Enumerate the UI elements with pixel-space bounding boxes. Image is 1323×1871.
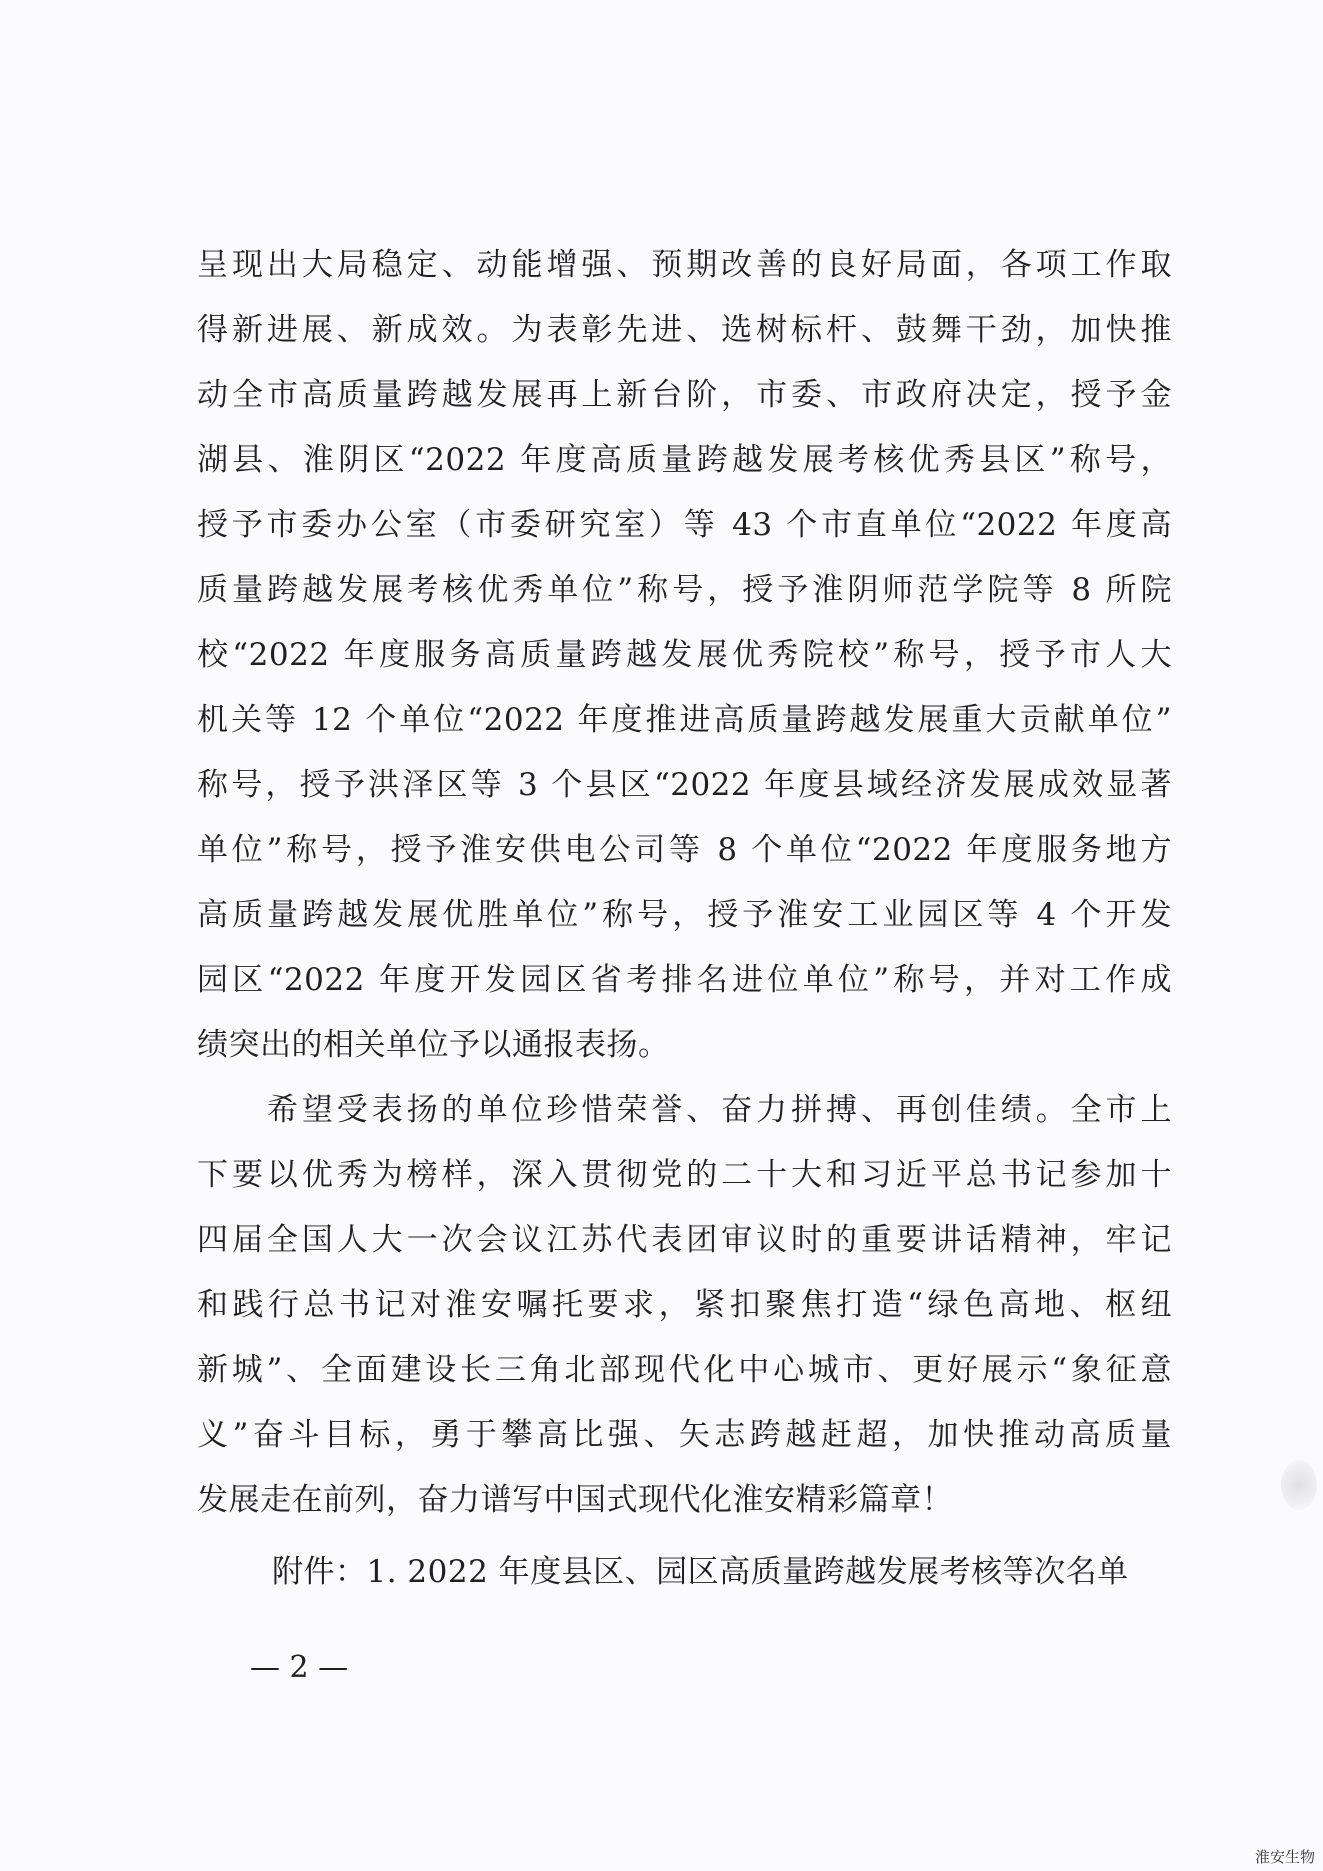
text-line: 授予市委办公室（市委研究室）等 43 个市直单位“2022 年度高: [197, 507, 1172, 543]
document-body: [197, 233, 1172, 1533]
text-line: 校“2022 年度服务高质量跨越发展优秀院校”称号，授予市人大: [197, 637, 1172, 673]
watermark: 淮安生物: [1254, 1848, 1315, 1866]
text-line: 四届全国人大一次会议江苏代表团审议时的重要讲话精神，牢记: [197, 1222, 1172, 1258]
text-line: 呈现出大局稳定、动能增强、预期改善的良好局面，各项工作取: [197, 247, 1172, 283]
text-line: 称号，授予洪泽区等 3 个县区“2022 年度县域经济发展成效显著: [197, 767, 1172, 803]
text-line: 机关等 12 个单位“2022 年度推进高质量跨越发展重大贡献单位”: [197, 702, 1172, 738]
text-line: 下要以优秀为榜样，深入贯彻党的二十大和习近平总书记参加十: [197, 1157, 1172, 1193]
text-line: 发展走在前列，奋力谱写中国式现代化淮安精彩篇章！: [197, 1482, 953, 1518]
text-line: 义”奋斗目标，勇于攀高比强、矢志跨越赶超，加快推动高质量: [197, 1417, 1172, 1453]
paragraph-1: [197, 233, 1172, 1078]
text-line: 希望受表扬的单位珍惜荣誉、奋力拼搏、再创佳绩。全市上: [197, 1092, 1172, 1128]
text-line: 动全市高质量跨越发展再上新台阶，市委、市政府决定，授予金: [197, 377, 1172, 413]
text-line: 湖县、淮阴区“2022 年度高质量跨越发展考核优秀县区”称号，: [197, 442, 1172, 478]
text-line: 单位”称号，授予淮安供电公司等 8 个单位“2022 年度服务地方: [197, 832, 1172, 868]
text-line: 得新进展、新成效。为表彰先进、选树标杆、鼓舞干劲，加快推: [197, 312, 1172, 348]
text-line: 新城”、全面建设长三角北部现代化中心城市、更好展示“象征意: [197, 1352, 1172, 1388]
page-number: — 2 —: [250, 1650, 349, 1685]
attachment-line: 附件：1. 2022 年度县区、园区高质量跨越发展考核等次名单: [272, 1554, 1129, 1590]
text-line: 质量跨越发展考核优秀单位”称号，授予淮阴师范学院等 8 所院: [197, 572, 1172, 608]
text-line: 园区“2022 年度开发园区省考排名进位单位”称号，并对工作成: [197, 962, 1172, 998]
paragraph-2: [197, 1078, 1172, 1533]
text-line: 绩突出的相关单位予以通报表扬。: [197, 1027, 670, 1063]
text-line: 和践行总书记对淮安嘱托要求，紧扣聚焦打造“绿色高地、枢纽: [197, 1287, 1172, 1323]
scan-smudge: [1281, 1460, 1317, 1510]
text-line: 高质量跨越发展优胜单位”称号，授予淮安工业园区等 4 个开发: [197, 897, 1172, 933]
